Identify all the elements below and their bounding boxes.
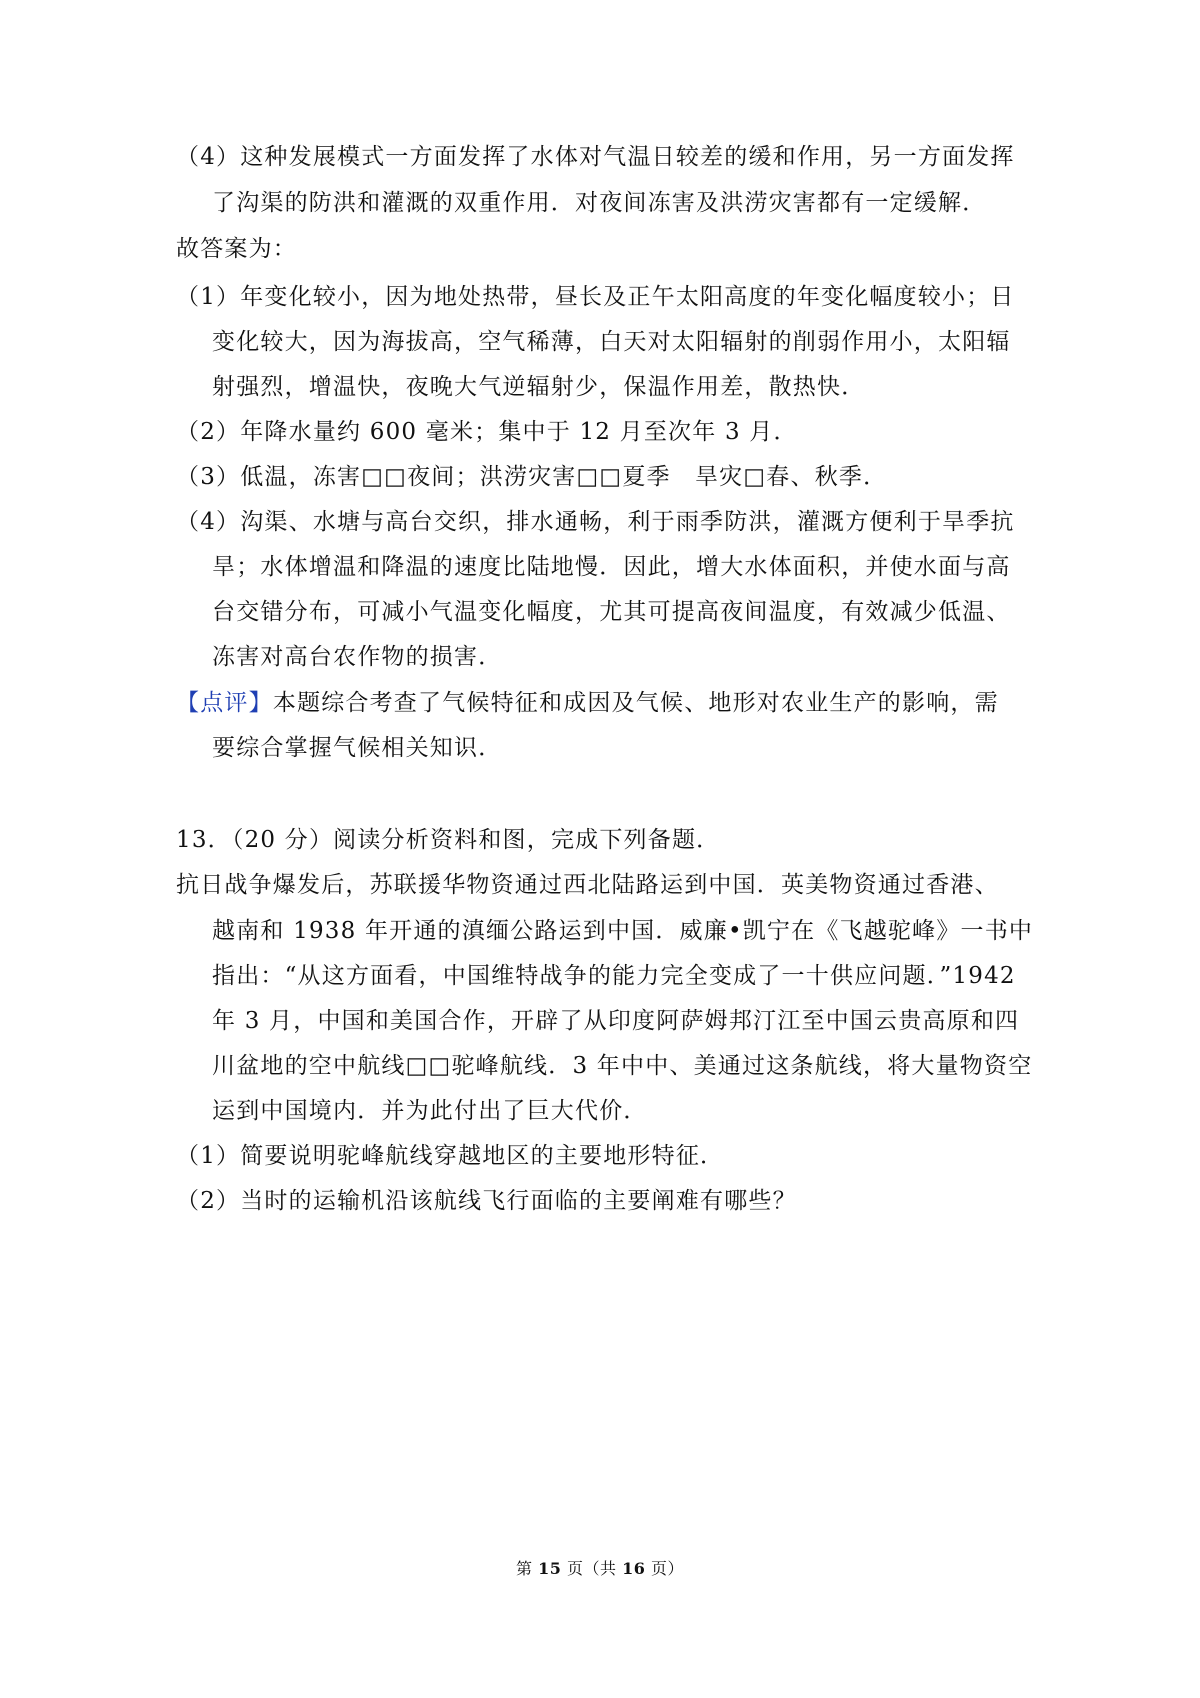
material-line-6: 运到中国境内．并为此付出了巨大代价． (212, 1098, 648, 1124)
footer-prefix: 第 (516, 1559, 533, 1578)
analysis-4-line-2: 了沟渠的防洪和灌溉的双重作用．对夜间冻害及洪涝灾害都有一定缓解． (212, 190, 987, 216)
answer-4-line-4: 冻害对高台农作物的损害． (212, 644, 503, 670)
answer-4-line-1: （4）沟渠、水塘与高台交织，排水通畅，利于雨季防洪，灌溉方便利于旱季抗 (176, 509, 1015, 535)
material-line-2: 越南和 1938 年开通的滇缅公路运到中国．威廉•凯宁在《飞越驼峰》一书中 (212, 918, 1034, 944)
page-footer (0, 1558, 1200, 1580)
comment-text-1: 本题综合考查了气候特征和成因及气候、地形对农业生产的影响，需 (272, 690, 999, 716)
footer-mid: 页（共 (566, 1559, 617, 1578)
answer-2: （2）年降水量约 600 毫米；集中于 12 月至次年 3 月． (176, 419, 798, 445)
answer-4-line-3: 台交错分布，可减小气温变化幅度，尤其可提高夜间温度，有效减少低温、 (212, 599, 1011, 625)
comment-line-2: 要综合掌握气候相关知识． (212, 735, 503, 761)
answer-1-line-1: （1）年变化较小，因为地处热带，昼长及正午太阳高度的年变化幅度较小；日 (176, 284, 1015, 310)
question-13-title: 13．（20 分）阅读分析资料和图，完成下列备题． (176, 827, 721, 853)
question-13-sub-2: （2）当时的运输机沿该航线飞行面临的主要阐难有哪些？ (176, 1188, 797, 1214)
answer-4-line-2: 旱；水体增温和降温的速度比陆地慢．因此，增大水体面积，并使水面与高 (212, 554, 1011, 580)
material-line-4: 年 3 月，中国和美国合作，开辟了从印度阿萨姆邦汀江至中国云贵高原和四 (212, 1008, 1020, 1034)
footer-page-number: 15 (538, 1559, 562, 1578)
material-line-5: 川盆地的空中航线□□驼峰航线．3 年中中、美通过这条航线，将大量物资空 (212, 1053, 1033, 1079)
footer-suffix: 页） (650, 1559, 684, 1578)
comment-line-1 (176, 688, 999, 718)
answer-1-line-3: 射强烈，增温快，夜晚大气逆辐射少，保温作用差，散热快． (212, 374, 866, 400)
answer-1-line-2: 变化较大，因为海拔高，空气稀薄，白天对太阳辐射的削弱作用小，太阳辐 (212, 329, 1011, 355)
comment-tag: 【点评】 (176, 690, 273, 716)
question-13-sub-1: （1）简要说明驼峰航线穿越地区的主要地形特征． (176, 1143, 725, 1169)
answer-heading: 故答案为： (176, 236, 297, 262)
analysis-4-line-1: （4）这种发展模式一方面发挥了水体对气温日较差的缓和作用，另一方面发挥 (176, 144, 1015, 170)
answer-3: （3）低温，冻害□□夜间；洪涝灾害□□夏季 旱灾□春、秋季． (176, 464, 888, 490)
material-line-1: 抗日战争爆发后，苏联援华物资通过西北陆路运到中国．英美物资通过香港、 (176, 872, 999, 898)
footer-total-pages: 16 (622, 1559, 646, 1578)
material-line-3: 指出：“从这方面看，中国维特战争的能力完全变成了一十供应问题．”1942 (212, 963, 1016, 989)
